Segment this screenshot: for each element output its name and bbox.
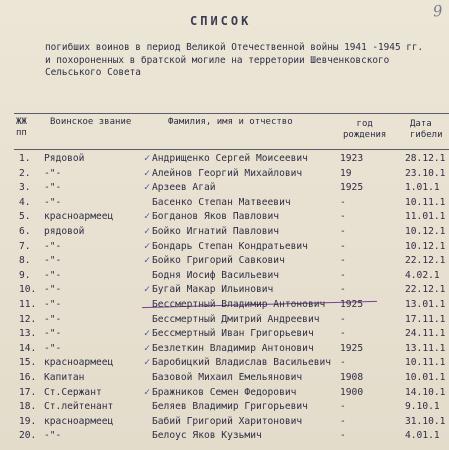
table-row	[0, 168, 449, 182]
row-rank: Капитан	[44, 372, 85, 383]
row-rank: красноармеец	[44, 357, 114, 369]
row-rank: -"-	[44, 328, 62, 340]
table-row	[0, 314, 449, 328]
row-death-date: 24.11.1	[405, 328, 446, 340]
table-row	[0, 372, 449, 386]
row-birth-year: -	[340, 313, 346, 325]
row-death-date: 22.12.1	[405, 284, 446, 296]
row-full-name: Бессмертный Дмитрий Андреевич	[152, 313, 320, 325]
row-death-date: 13.11.1	[405, 342, 446, 354]
table-row	[0, 416, 449, 430]
row-number: 3.	[19, 182, 31, 194]
row-full-name: Бессмертный Владимир Антонович	[152, 299, 326, 310]
row-number: 9.	[19, 269, 31, 281]
row-birth-year: -	[340, 401, 346, 413]
table-row	[0, 241, 449, 255]
table-row	[0, 357, 449, 371]
row-full-name: Богданов Яков Павлович	[152, 211, 280, 223]
row-number: 12.	[19, 313, 37, 325]
row-rank: Ст.лейтенант	[44, 401, 114, 413]
row-death-date: 11.01.1	[405, 211, 446, 223]
row-number: 16.	[19, 372, 37, 383]
row-death-date: 9.10.1	[405, 401, 440, 413]
column-header-name: Фамилия, имя и отчество	[168, 117, 293, 127]
document-title: СПИСОК	[190, 14, 252, 28]
row-number: 20.	[19, 430, 37, 442]
table-row	[0, 401, 449, 415]
row-full-name: Бугай Макар Ильинович	[152, 284, 274, 296]
row-full-name: Бессмертный Иван Григорьевич	[152, 328, 314, 340]
row-check-mark: ✓	[144, 211, 151, 223]
row-death-date: 23.10.1	[405, 167, 446, 179]
row-full-name: Бойко Григорий Савкович	[152, 255, 285, 267]
table-header-rule	[14, 149, 449, 150]
row-full-name: Белоус Яков Кузьмич	[152, 430, 262, 442]
table-row	[0, 328, 449, 342]
row-rank: -"-	[44, 284, 62, 296]
table-row	[0, 284, 449, 298]
row-full-name: Арзеев Агай	[152, 182, 216, 194]
row-check-mark: ✓	[144, 226, 151, 237]
row-rank: рядовой	[44, 226, 85, 237]
row-rank: -"-	[44, 313, 62, 325]
row-birth-year: -	[340, 357, 346, 369]
row-birth-year: -	[340, 240, 346, 252]
row-check-mark: ✓	[144, 284, 151, 296]
row-death-date: 13.01.1	[405, 299, 446, 310]
row-number: 11.	[19, 299, 37, 310]
row-rank: Ст.Сержант	[44, 386, 102, 398]
row-number: 5.	[19, 211, 31, 223]
row-check-mark: ✓	[144, 153, 151, 164]
row-birth-year: 1925	[340, 342, 364, 354]
row-birth-year: -	[340, 415, 346, 427]
row-full-name: Бондарь Степан Кондратьевич	[152, 240, 308, 252]
row-death-date: 10.11.1	[405, 357, 446, 369]
row-number: 19.	[19, 415, 37, 427]
table-row	[0, 226, 449, 240]
table-row	[0, 430, 449, 444]
heading-line-2: и похороненных в братской могиле на терретории Шевченковского	[45, 54, 390, 66]
row-death-date: 4.02.1	[405, 269, 440, 281]
column-header-rank: Воинское звание	[50, 117, 132, 127]
row-number: 15.	[19, 357, 37, 369]
row-full-name: Басенко Степан Матвеевич	[152, 196, 291, 208]
row-number: 2.	[19, 167, 31, 179]
row-birth-year: -	[340, 328, 346, 340]
row-number: 13.	[19, 328, 37, 340]
row-birth-year: -	[340, 269, 346, 281]
row-number: 14.	[19, 342, 37, 354]
row-birth-year: -	[340, 196, 346, 208]
document-heading	[45, 42, 445, 80]
row-rank: красноармеец	[44, 415, 114, 427]
column-header-death-date: Дата гибели	[410, 119, 443, 140]
heading-line-1: погибших воинов в период Великой Отечественной войны 1941 -1945 гг.	[45, 42, 424, 53]
row-full-name: Бойко Игнатий Павлович	[152, 226, 280, 237]
row-rank: красноармеец	[44, 211, 114, 223]
row-check-mark: ✓	[144, 386, 151, 398]
row-birth-year: 1925	[340, 182, 364, 194]
column-header-birth-year: год рождения	[343, 119, 387, 140]
row-death-date: 31.10.1	[405, 415, 446, 427]
table-row	[0, 255, 449, 269]
row-rank: -"-	[44, 196, 62, 208]
row-birth-year: -	[340, 226, 346, 237]
row-death-date: 14.10.1	[405, 386, 446, 398]
row-birth-year: 1923	[340, 153, 364, 164]
row-number: 17.	[19, 386, 37, 398]
row-birth-year: 1908	[340, 372, 364, 383]
row-death-date: 10.12.1	[405, 240, 446, 252]
row-rank: -"-	[44, 182, 62, 194]
row-death-date: 4.01.1	[405, 430, 440, 442]
row-full-name: Алейнов Георгий Михайлович	[152, 167, 303, 179]
row-death-date: 10.01.1	[405, 372, 446, 383]
row-full-name: Беляев Владимир Григорьевич	[152, 401, 308, 413]
row-rank: -"-	[44, 167, 62, 179]
row-number: 6.	[19, 226, 31, 237]
row-death-date: 28.12.1	[405, 153, 446, 164]
page-number-handwritten: 9	[432, 1, 444, 21]
table-top-rule	[14, 113, 449, 114]
table-row	[0, 270, 449, 284]
table-row	[0, 387, 449, 401]
row-death-date: 17.11.1	[405, 313, 446, 325]
row-check-mark: ✓	[144, 240, 151, 252]
row-number: 1.	[19, 153, 31, 164]
row-rank: -"-	[44, 255, 62, 267]
row-full-name: Андрищенко Сергей Моисеевич	[152, 153, 308, 164]
row-number: 4.	[19, 196, 31, 208]
row-rank: Рядовой	[44, 153, 85, 164]
row-number: 7.	[19, 240, 31, 252]
table-row	[0, 343, 449, 357]
row-rank: -"-	[44, 299, 62, 310]
row-rank: -"-	[44, 342, 62, 354]
row-number: 8.	[19, 255, 31, 267]
row-death-date: 22.12.1	[405, 255, 446, 267]
row-birth-year: 1925	[340, 299, 364, 310]
row-birth-year: -	[340, 430, 346, 442]
row-full-name: Бражников Семен Федорович	[152, 386, 297, 398]
table-row	[0, 299, 449, 313]
row-number: 10.	[19, 284, 37, 296]
row-death-date: 10.12.1	[405, 226, 446, 237]
row-check-mark: ✓	[144, 342, 151, 354]
row-full-name: Бодня Иосиф Васильевич	[152, 269, 280, 281]
row-full-name: Безлеткин Владимир Антонович	[152, 342, 314, 354]
row-check-mark: ✓	[144, 255, 151, 267]
row-check-mark: ✓	[144, 357, 151, 369]
row-full-name: Бабий Григорий Харитонович	[152, 415, 303, 427]
table-row	[0, 153, 449, 167]
row-full-name: Базовой Михаил Емельянович	[152, 372, 303, 383]
table-row	[0, 182, 449, 196]
row-check-mark: ✓	[144, 182, 151, 194]
row-check-mark: ✓	[144, 328, 151, 340]
row-death-date: 1.01.1	[405, 182, 440, 194]
row-check-mark: ✓	[144, 167, 151, 179]
row-birth-year: 1900	[340, 386, 364, 398]
row-death-date: 10.11.1	[405, 196, 446, 208]
table-row	[0, 197, 449, 211]
row-number: 18.	[19, 401, 37, 413]
row-birth-year: -	[340, 255, 346, 267]
column-header-number: ЖЖ пп	[16, 117, 27, 138]
row-rank: -"-	[44, 430, 62, 442]
table-row	[0, 211, 449, 225]
heading-line-3: Сельського Совета	[45, 67, 141, 78]
row-birth-year: -	[340, 211, 346, 223]
row-birth-year: 19	[340, 167, 352, 179]
row-rank: -"-	[44, 269, 62, 281]
row-birth-year: -	[340, 284, 346, 296]
row-full-name: Баробицкий Владислав Васильевич	[152, 357, 332, 369]
row-rank: -"-	[44, 240, 62, 252]
